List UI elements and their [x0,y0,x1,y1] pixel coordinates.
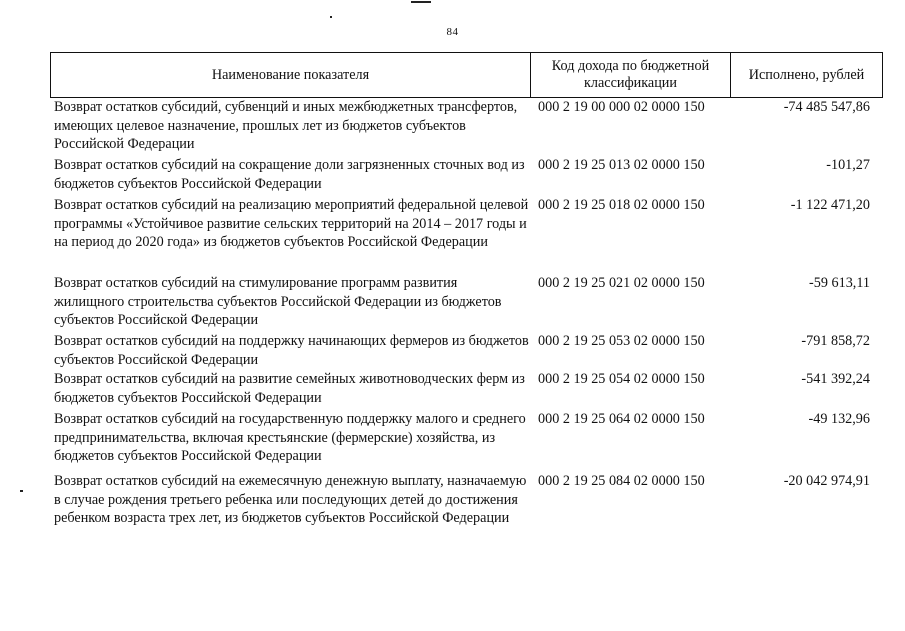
row-name: Возврат остатков субсидий на поддержку начинающих фермеров из бюджетов субъектов Российской Федерации [54,333,529,368]
row-amount: -541 392,24 [801,371,870,387]
table-header [50,52,883,98]
row-amount: -49 132,96 [808,411,870,427]
scan-mark [411,1,431,3]
row-code: 000 2 19 25 084 02 0000 150 [538,473,705,489]
row-code: 000 2 19 25 013 02 0000 150 [538,157,705,173]
table-row [50,196,882,274]
row-code: 000 2 19 25 021 02 0000 150 [538,275,705,291]
table-row [50,410,882,472]
row-amount: -59 613,11 [809,275,870,291]
header-row [51,53,883,98]
row-amount: -20 042 974,91 [783,473,870,489]
row-name: Возврат остатков субсидий на государственную поддержку малого и среднего предпринимательства, включая крестьянские (фермерские) хозяйства, из бюджетов субъектов Российской Федерации [54,411,526,465]
row-amount: -101,27 [826,157,870,173]
row-code: 000 2 19 25 054 02 0000 150 [538,371,705,387]
row-amount: -74 485 547,86 [783,99,870,115]
header-code: Код дохода по бюджетной классификации [531,53,731,98]
table-row [50,472,882,552]
row-name: Возврат остатков субсидий на развитие семейных животноводческих ферм из бюджетов субъектов Российской Федерации [54,371,525,406]
page-number: 84 [446,26,459,38]
row-name: Возврат остатков субсидий, субвенций и иных межбюджетных трансфертов, имеющих целевое назначение, прошлых лет из бюджетов субъектов Российской Федерации [54,99,518,153]
table-row [50,274,882,332]
row-name: Возврат остатков субсидий на реализацию мероприятий федеральной целевой программы «Устойчивое развитие сельских территорий на 2014 – 2017 годы и на период до 2020 года» из бюджетов субъектов Российской Федерации [54,197,529,251]
header-name: Наименование показателя [51,53,531,98]
row-amount: -1 122 471,20 [790,197,870,213]
row-code: 000 2 19 25 018 02 0000 150 [538,197,705,213]
table-row [50,98,882,156]
row-code: 000 2 19 00 000 02 0000 150 [538,99,705,115]
scan-speck [20,490,23,492]
table-body [50,98,882,552]
row-name: Возврат остатков субсидий на стимулирование программ развития жилищного строительства субъектов Российской Федерации из бюджетов субъектов Российской Федерации [54,275,502,329]
scan-speck [330,16,332,18]
row-name: Возврат остатков субсидий на ежемесячную денежную выплату, назначаемую в случае рождения третьего ребенка или последующих детей до достижения ребенком возраста трех лет, из бюджетов субъектов Российской Федерации [54,473,527,527]
table-row [50,332,882,370]
row-code: 000 2 19 25 064 02 0000 150 [538,411,705,427]
row-name: Возврат остатков субсидий на сокращение доли загрязненных сточных вод из бюджетов субъектов Российской Федерации [54,157,525,192]
table-row [50,156,882,196]
row-amount: -791 858,72 [801,333,870,349]
header-amount: Исполнено, рублей [731,53,883,98]
table-row [50,370,882,410]
row-code: 000 2 19 25 053 02 0000 150 [538,333,705,349]
